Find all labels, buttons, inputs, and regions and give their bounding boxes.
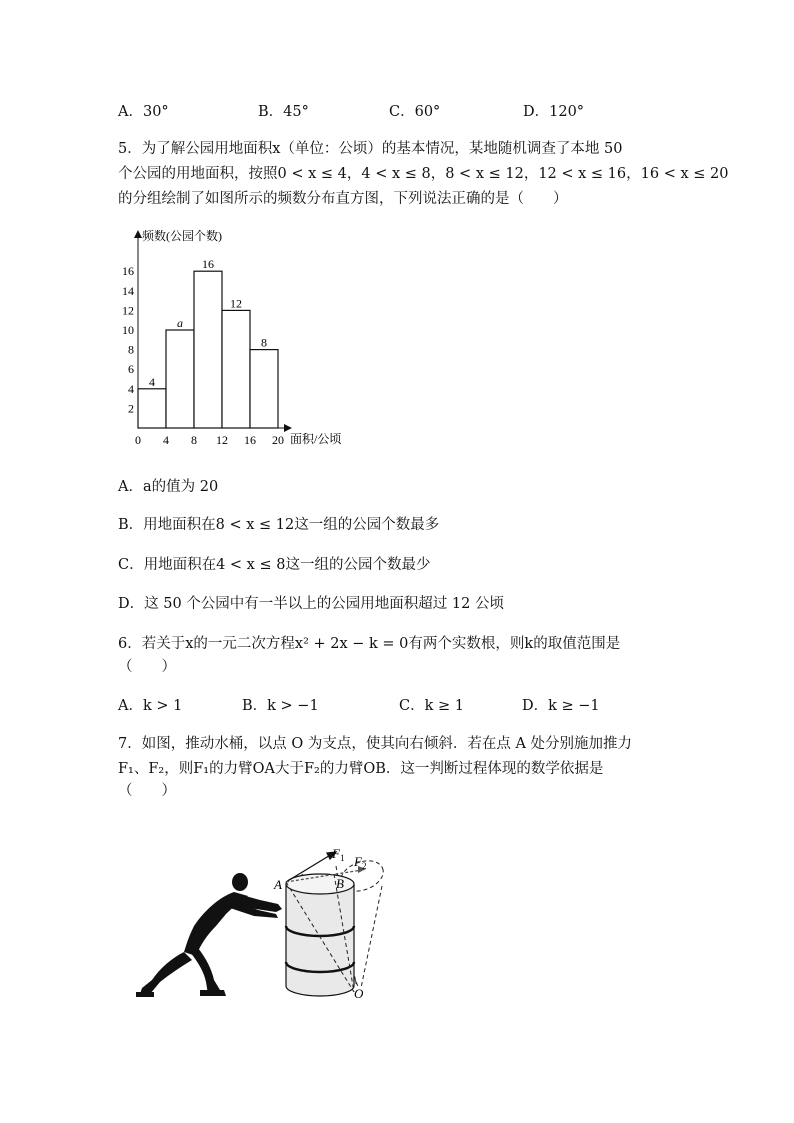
q6-option-c: C．k ≥ 1	[399, 698, 464, 714]
chart-bars	[138, 271, 278, 428]
x-tick-label: 20	[272, 433, 284, 447]
bar-data-label: 8	[261, 335, 267, 350]
y-tick-label: 10	[122, 323, 134, 337]
person-silhouette	[136, 873, 282, 997]
q4-option-c: C．60°	[389, 104, 441, 120]
q5-stem-line-3: 的分组绘制了如图所示的频数分布直方图，下列说法正确的是（ ）	[118, 191, 568, 207]
label-O: O	[354, 986, 364, 1001]
y-tick-label: 2	[128, 401, 134, 416]
label-F1: $F_1$	[332, 846, 345, 863]
histogram-bar	[138, 389, 166, 428]
bucket-push-figure	[126, 834, 386, 1009]
q6-stem-line-1: 6．若关于x的一元二次方程x² + 2x − k = 0有两个实数根，则k的取值范围是	[118, 636, 621, 652]
y-tick-label: 4	[128, 381, 134, 396]
q6-option-d: D．k ≥ −1	[522, 698, 600, 714]
label-B: B	[336, 876, 344, 891]
histogram-chart	[118, 224, 368, 452]
y-tick-label: 14	[122, 283, 134, 298]
q7-stem-line-1: 7．如图，推动水桶，以点 O 为支点，使其向右倾斜．若在点 A 处分别施加推力	[118, 736, 633, 752]
histogram-bar	[166, 330, 194, 428]
bar-data-label: 16	[202, 257, 214, 272]
q5-option-d: D．这 50 个公园中有一半以上的公园用地面积超过 12 公顷	[118, 596, 504, 612]
q5-stem-line-1: 5．为了解公园用地面积x（单位：公顷）的基本情况，某地随机调查了本地 50	[118, 141, 623, 157]
y-tick-label: 16	[122, 264, 134, 279]
histogram-bar	[194, 271, 222, 428]
label-A: A	[274, 877, 282, 892]
q6-stem-line-2: （ ）	[118, 659, 176, 675]
y-tick-label: 6	[128, 362, 134, 377]
x-axis-arrow	[284, 424, 292, 432]
q4-option-a: A．30°	[118, 104, 169, 120]
q5-option-b: B．用地面积在8 < x ≤ 12这一组的公园个数最多	[118, 517, 440, 533]
x-tick-label: 4	[163, 433, 169, 447]
bar-data-label: a	[177, 316, 183, 330]
q7-stem-line-2: F₁、F₂，则F₁的力臂OA大于F₂的力臂OB．这一判断过程体现的数学依据是	[118, 761, 604, 777]
bar-data-label: 4	[149, 374, 155, 389]
bucket	[286, 874, 354, 996]
x-axis-label: 面积/公顷	[290, 432, 342, 446]
histogram-bar	[250, 350, 278, 428]
q4-option-d: D．120°	[523, 104, 585, 120]
x-tick-label: 16	[244, 433, 256, 447]
histogram-bar	[222, 310, 250, 428]
q4-option-b: B．45°	[258, 104, 309, 120]
label-F2: $F_2$	[354, 854, 367, 871]
bar-data-label: 12	[230, 296, 242, 311]
q5-stem-line-2: 个公园的用地面积，按照0 < x ≤ 4，4 < x ≤ 8，8 < x ≤ 12，12 < x ≤ 16，16 < x ≤ 20	[118, 166, 729, 182]
q5-option-a: A．a的值为 20	[118, 479, 219, 495]
x-tick-label: 0	[135, 433, 141, 447]
x-tick-label: 12	[216, 433, 228, 447]
q5-option-c: C．用地面积在4 < x ≤ 8这一组的公园个数最少	[118, 557, 431, 573]
y-tick-label: 12	[122, 303, 134, 318]
y-axis-label: 频数(公园个数)	[142, 229, 222, 243]
q6-option-a: A．k > 1	[118, 698, 183, 714]
q6-option-b: B．k > −1	[242, 698, 319, 714]
x-tick-label: 8	[191, 433, 197, 447]
y-tick-label: 8	[128, 342, 134, 357]
q7-stem-line-3: （ ）	[118, 783, 176, 799]
y-axis-arrow	[134, 230, 142, 238]
